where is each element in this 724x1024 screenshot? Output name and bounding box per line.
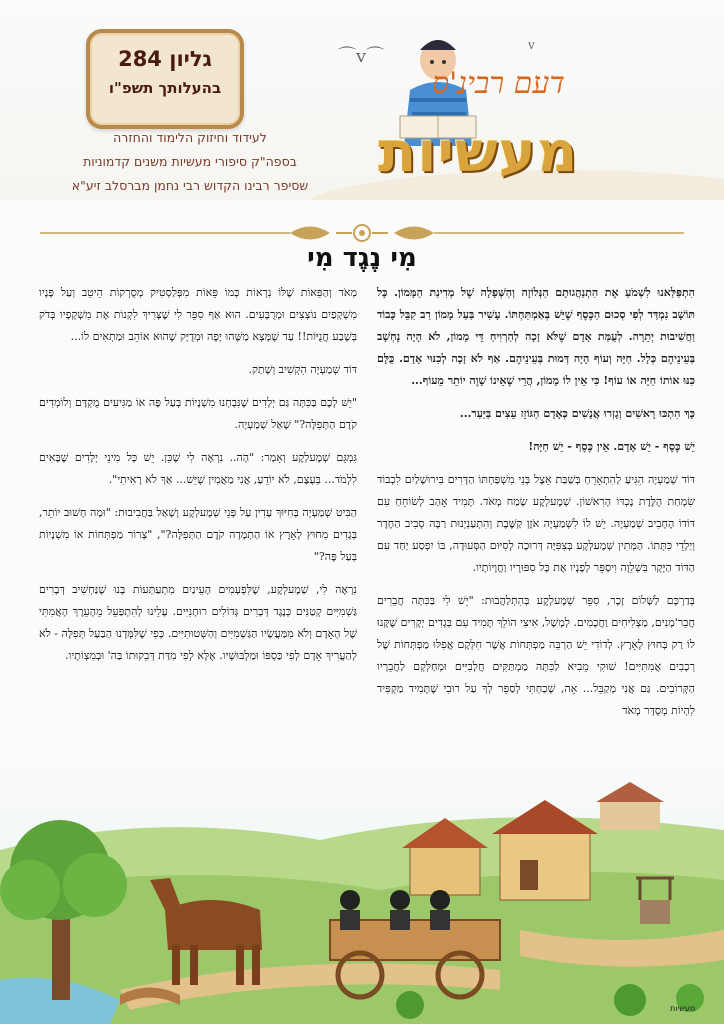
subtitle-line: לעידוד וחיזוק הלימוד והחזרה — [113, 130, 267, 145]
paragraph: הִתְפַּלַּאנוּ לִשְׁמֹעַ אֶת הִתְנַהֲגוּתָם הַנְּלוֹזָה וְהַשְּׁפָלָה שֶׁל מְדִינַת הַמָּמוֹן. כָּל תּוֹשָׁב נִמְדַּד לְפִי סְכוּם הַכֶּסֶף שֶׁיֵּשׁ בְּאַמְתַּחְתּוֹ. עָשִׁיר בַּעַל מָמוֹן רַב קִבֵּל כָּבוֹד וַחֲשִׁיבוּת יְתֵרָה. לְעֻמַּת אָדָם שֶׁלֹּא זָכָה לְהַרְוִיחַ דֵּי מָמוֹן, לֹא הָיָה נֶחְשָׁב בְּעֵינֵיהֶם כְּלָל. חַיָּה וְעוֹף הָיָה דְּמוּת בְּעֵינֵיהֶם. אַף לֹא זָכָה לְכִנּוּי אָדָם. כֻּלָּם כִּנּוּ אוֹתוֹ חַיָּה אוֹ עוֹף! כִּי אֵין לוֹ מָמוֹן, הֲרֵי שֶׁאֵינוֹ שָׁוֶה יוֹתֵר מֵעוֹף... — [377, 286, 695, 387]
paragraph: "יֵשׁ לָכֶם בַּכִּתָּה גַּם יְלָדִים שֶׁנִּבְחָנוּ מִשְׁנָיוֹת בְּעַל פֶּה אוֹ מַגִּיעִים מֻקְדָּם וְלוֹמְדִים קֹדֶם הַתְּפִלָּה?" שָׁאַל שְׁמַעְיָה. — [39, 396, 357, 431]
issue-badge — [86, 29, 244, 129]
paragraph: כָּךְ הִתְכּוּ רָאשִׁים וְגָזְרוּ אֲנָשִׁים כְּאָדָם הַגּוֹזֵז עֵצִים בַּיַּעַר... — [459, 407, 695, 420]
logo-small: דעם רבינ'ס — [432, 66, 565, 101]
issue-number: גליון 284 — [118, 47, 212, 71]
paragraph: נִרְאֶה לִי, שְׁמֶעלְקֶע, שֶׁלִּפְעָמִים הָעֵינַיִם מִתְעַתְּעוֹת בָּנוּ שֶׁנַּחְשִׁיב דְּבָרִים גַּשְׁמִיִּים קְטַנִּים כְּנֶגֶד דְּבָרִים גְּדוֹלִים רוּחָנִיִּים. עָלֵינוּ לְהִתְפַּעֵל מֵהָעֵרֶךְ הָאֲמִתִּי שֶׁל הָאָדָם וְלֹא מִמַּעֲשָׂיו הַגַּשְׁמִיִּים וְהַשְּׁטוּתִיִּים. כְּפִי שֶׁלִּמְּדָנוּ הַבַּעַל תְּפִלָּה - לֹא לְהַעֲרִיךְ אָדָם לְפִי כַּסְפּוֹ וּמַלְבּוּשָׁיו. אֶלָּא לְפִי מִדַּת דְּבֵקוּתוֹ בַּה' וּבְמִצְוֹתָיו. — [39, 583, 357, 662]
logo-main: מעשיות — [378, 120, 579, 185]
article-title: מִי נֶגֶד מִי — [307, 243, 417, 273]
paragraph: מְאֹד וְהַפֵּאוֹת שֶׁלּוֹ נִרְאוֹת כְּמוֹ פֵּאוֹת מִפְּלַסְטִיק מְסֻרְקוֹת הֵיטֵב וְעַל פָּנָיו מִשְׁקָפַיִם נוֹצְצִים וּמְרֻבָּעִים. הוּא אַף סִפֵּר לִי שֶׁצָּרִיךְ לִקְנוֹת אֶת מִשְׁקָפָיו בְּדֹק בְּשֶׁבַע חֲנֻיּוֹת!! עַד שֶׁמָּצָא מַשֶּׁהוּ יָפֶה וּמְדֻיָּק שֶׁהוּא אוֹהֵב וּמַתְאִים לוֹ... — [39, 286, 357, 343]
article-column-right — [377, 282, 695, 733]
paragraph: יֵשׁ כֶּסֶף - יֵשׁ אָדָם. אֵין כֶּסֶף - יֵשׁ חַיָּה! — [528, 440, 695, 453]
issue-date: בהעלותך תשפ"ו — [108, 79, 222, 97]
bird-icon: ⌒v⌒ — [338, 46, 385, 67]
paragraph: דּוֹד שְׁמַעְיָה הִקְשִׁיב וְשָׁתַק. — [248, 363, 357, 376]
subtitle-line: שסיפר רבינו הקדוש רבי נחמן מברסלב זיע"א — [71, 178, 309, 193]
signature: מעשיות — [670, 1004, 696, 1013]
article-column-left — [39, 282, 357, 678]
village-scene-illustration — [0, 760, 724, 1024]
paragraph: הַבִּיט שְׁמַעְיָה בְּחִיּוּךְ עָדִין עַל פְּנֵי שְׁמֶעלְקֶע וְשָׁאַל בַּחֲבִיבוּת: "וּמָה חָשׁוּב יוֹתֵר, בְּגָדִים מִחוּץ לָאָרֶץ אוֹ הַתְמָדָה קֹדֶם הַתְּפִלָּה?", "צְרוֹר מַפְתְּחוֹת אוֹ מִשְׁנָיוֹת בְּעַל פֶּה?" — [39, 506, 357, 563]
paragraph: בְּדַרְכָּם לַשָּׁלוֹם זָכָר, סִפֵּר שְׁמֶעלְקֶע בְּהִתְלַהֲבוּת: "יֵשׁ לִי בַּכִּתָּה חֲבֵרִים חֲבֵר'מָנִים, מַצְלִיחִים וַחֲכָמִים. לְמָשָׁל, אִיצִי הוֹלֵךְ תָּמִיד עִם בְּגָדִים יְקָרִים שֶׁקָּנוּ לוֹ רַק בְּחוּץ לָאָרֶץ. לְדוֹדִי יֵשׁ הַרְבֵּה מַפְתְּחוֹת אֲשֶׁר חִלְּקָם אֲפִלּוּ מַפְתְּחוֹת שֶׁל רְכָבִים אֲמִתִּיִּים! שׁוּקִי מֵבִיא לַכִּתָּה מַמְתַּקִּים חֲלָבִיִּים וּמְחַלְּקָם לַחֲבֵרָיו הַקְּרוֹבִים. גַּם אֲנִי מְקַבֵּל... אָה, שָׁכַחְתִּי לְסַפֵּר לְךָ עַל רוּבִי שֶׁתָּמִיד מַקְפִּיד לִהְיוֹת מְסֻדָּר מְאֹד — [377, 594, 695, 717]
bird-icon: v — [528, 38, 535, 52]
subtitle — [40, 126, 340, 198]
header-banner — [0, 0, 724, 200]
paragraph: דּוֹד שְׁמַעְיָה הִגִּיעַ לְהִתְאָרֵחַ בְּשַׁבַּת אֵצֶל בְּנֵי מִשְׁפַּחְתּוֹ הַדָּרִים בִּירוּשָׁלַיִם לִכְבוֹד שִׂמְחַת הֻלֶּדֶת נֶכְדּוֹ הָרִאשׁוֹן. שְׁמֶעלְקֶע שָׂמַח מְאֹד. תָּמִיד אָהַב לְשׂוֹחֵחַ עִם דּוֹדוֹ הֶחָבִיב שְׁמַעְיָה. יֵשׁ לוֹ לִשְׁמַעְיָה אֹזֶן קַשֶּׁבֶת וְהִתְעַנְיְנוּת רַבָּה סְבִיב הַחֶדֶר וְיַלְדֵי כִּתָּתוֹ. הַמְּתִין שְׁמֶעלְקֶע בְּצִפִּיָּה דְּרוּכָה לְסִיּוּם הַסְּעוּדָה, בּוֹ יִפְסַע יַחַד עִם הַדּוֹד הַיָּקָר בִּשְׁלֵוָה וִיסַפֵּר לְפָנָיו אֶת כָּל סִפּוּרָיו וַחֲוָיוֹתָיו. — [377, 473, 695, 574]
subtitle-line: בספה"ק סיפורי מעשיות משנים קדמוניות — [83, 154, 297, 169]
paragraph: גִּמְגֵּם שְׁמֶעלְקֶע וְאָמַר: "הָה.. נִרְאֶה לִי שֶׁכֵּן. יֵשׁ כָּל מִינֵי יְלָדִים שֶׁבָּאִים לִלְמֹד... בְּעֶצֶם, לֹא יוֹדֵעַ, אֲנִי מַאֲמִין שֶׁיֵּשׁ... אַךְ לֹא רָאִיתִי". — [39, 451, 357, 486]
